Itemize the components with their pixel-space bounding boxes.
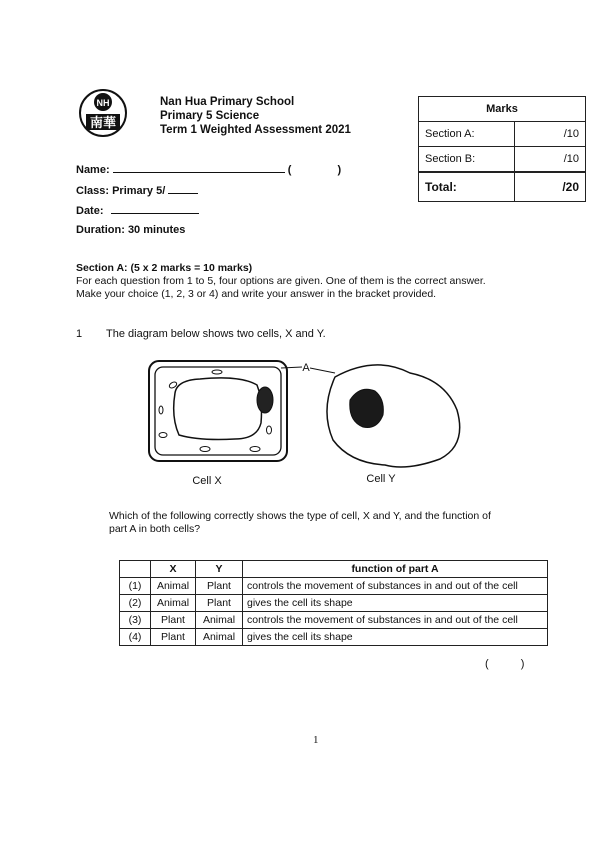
class-field[interactable] [76,184,198,197]
option-function: controls the movement of substances in and out of the cell [243,578,548,595]
option-number: (3) [120,612,151,629]
total-marks-label: Total: [419,172,515,202]
section-a-instructions [76,262,556,301]
name-label: Name: [76,164,110,176]
logo-text-top: NH [96,98,110,108]
instruction-line-2: Make your choice (1, 2, 3 or 4) and write your answer in the bracket provided. [76,288,437,300]
header-x: X [151,561,196,578]
question-intro: The diagram below shows two cells, X and Y. [106,328,326,340]
class-label: Class: Primary 5/ [76,185,166,197]
option-function: gives the cell its shape [243,595,548,612]
name-line[interactable] [113,163,285,173]
option-function: controls the movement of substances in and out of the cell [243,612,548,629]
header-function: function of part A [243,561,548,578]
assessment-title: Term 1 Weighted Assessment 2021 [160,124,351,136]
option-y: Plant [196,578,243,595]
marks-header: Marks [419,97,586,122]
section-a-marks-label: Section A: [419,122,515,147]
name-paren-close: ) [337,164,342,176]
option-number: (2) [120,595,151,612]
school-logo [78,88,150,146]
prompt-line-2: part A in both cells? [109,523,201,535]
date-label: Date: [76,205,104,217]
label-a: A [302,362,310,374]
section-b-marks-value: /10 [515,147,586,173]
table-row [120,629,548,646]
option-function: gives the cell its shape [243,629,548,646]
section-b-marks-label: Section B: [419,147,515,173]
section-a-heading: Section A: (5 x 2 marks = 10 marks) [76,262,253,274]
option-x: Animal [151,578,196,595]
header-y: Y [196,561,243,578]
table-row [120,578,548,595]
option-x: Plant [151,629,196,646]
option-number: (4) [120,629,151,646]
cell-y-caption: Cell Y [366,473,396,485]
answer-open: ( [485,658,489,670]
prompt-line-1: Which of the following correctly shows the type of cell, X and Y, and the function of [109,510,491,522]
options-table [119,560,548,646]
instruction-line-1: For each question from 1 to 5, four options are given. One of them is the correct answer. [76,275,486,287]
school-name: Nan Hua Primary School [160,96,295,108]
question-number: 1 [76,328,83,340]
school-header [160,95,351,137]
subject-line: Primary 5 Science [160,110,260,122]
option-y: Animal [196,629,243,646]
date-field[interactable] [76,204,199,217]
name-paren-open: ( [287,164,292,176]
page-number: 1 [313,734,319,746]
name-field[interactable] [76,163,341,176]
cell-y-drawing [327,365,460,467]
options-header-row [120,561,548,578]
date-line[interactable] [111,204,199,214]
section-a-marks-value: /10 [515,122,586,147]
answer-close: ) [520,658,525,670]
logo-text-bottom: 南華 [89,116,117,131]
table-row [120,612,548,629]
answer-bracket[interactable] [485,658,524,670]
class-line[interactable] [168,184,198,194]
total-marks-value: /20 [515,172,586,202]
header-blank [120,561,151,578]
cell-x-drawing [149,361,287,461]
marks-table [418,96,586,202]
duration-text: Duration: 30 minutes [76,224,186,236]
option-number: (1) [120,578,151,595]
cell-diagram [145,355,475,490]
option-x: Plant [151,612,196,629]
table-row [120,595,548,612]
option-y: Animal [196,612,243,629]
cell-x-caption: Cell X [192,475,222,487]
question-prompt [109,510,539,536]
option-x: Animal [151,595,196,612]
option-y: Plant [196,595,243,612]
